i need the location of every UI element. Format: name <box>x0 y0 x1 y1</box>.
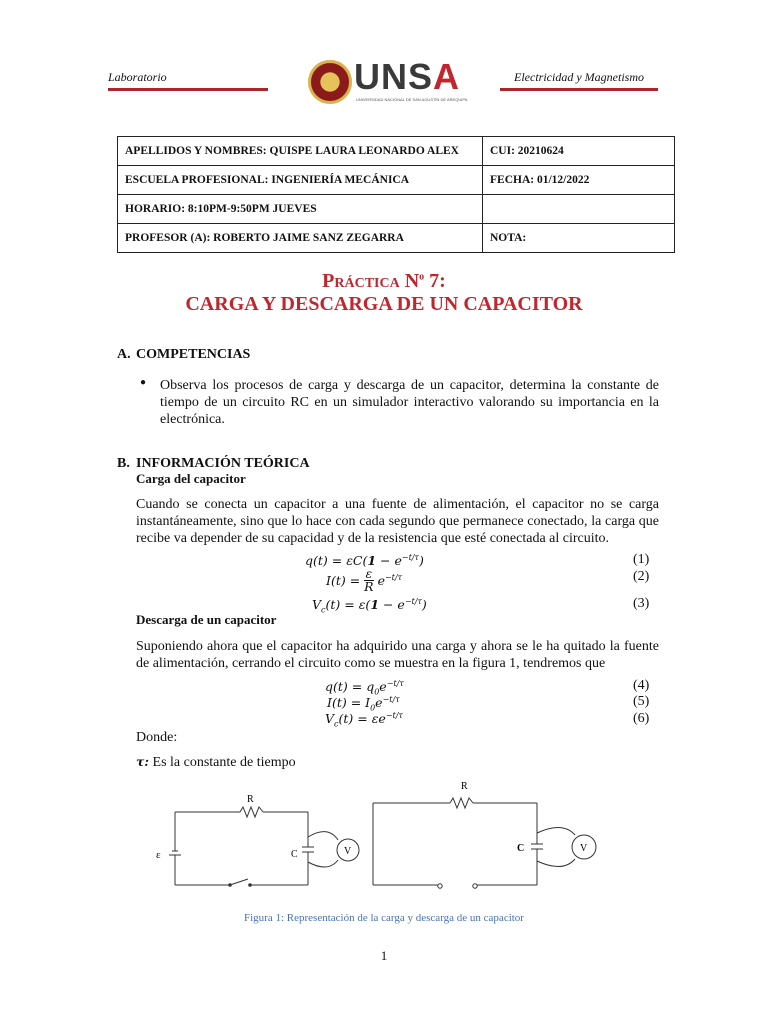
tau-text: Es la constante de tiempo <box>149 755 296 770</box>
student-info-table <box>117 136 675 253</box>
label-C-left: C <box>291 849 298 860</box>
equation-6-number: (6) <box>633 711 650 726</box>
title-n-sup: o <box>419 271 425 283</box>
header-right-text: Electricidad y Magnetismo <box>514 70 644 84</box>
carga-paragraph: Cuando se conecta un capacitor a una fuente de alimentación, el capacitor no se carga instantáneamente, sino que lo hace con cada segundo que permanece conectado, la carga que recibe va depender de su capacidad y de la resistencia que esté conectada al circuito. <box>136 497 659 546</box>
equation-6: $V_c(t) = \varepsilon e^{-t/\tau}$ <box>325 711 403 729</box>
section-b-letter: B. <box>117 456 130 471</box>
practice-subtitle: CARGA Y DESCARGA DE UN CAPACITOR <box>185 293 583 315</box>
bullet-dot-icon: ● <box>140 377 147 388</box>
title-p: P <box>322 270 335 292</box>
label-R-left: R <box>247 794 254 805</box>
label-C-right: C <box>517 843 525 854</box>
university-logo <box>308 56 468 110</box>
label-eps-left: ε <box>156 849 161 861</box>
charging-circuit-diagram <box>150 785 370 895</box>
discharging-circuit-diagram <box>365 775 615 895</box>
section-a-heading: COMPETENCIAS <box>136 347 251 362</box>
equation-4-number: (4) <box>633 678 650 693</box>
table-cell-schedule: HORARIO: 8:10PM-9:50PM JUEVES <box>118 195 483 224</box>
equation-2: I(t) = $\frac{\varepsilon}{R}$ $e^{-t/\tau}$ <box>326 566 403 594</box>
table-row <box>118 166 675 195</box>
title-practica-rest: RÁCTICA <box>334 276 400 291</box>
title-number: 7: <box>424 270 446 292</box>
table-row <box>118 137 675 166</box>
page-number: 1 <box>380 948 388 963</box>
equation-3-number: (3) <box>633 596 650 611</box>
tau-definition <box>136 753 296 771</box>
header-right-rule <box>500 88 658 91</box>
practice-title <box>0 270 768 293</box>
equation-4: $q(t) = q_0e^{-t/\tau}$ <box>325 679 404 697</box>
equation-3: $V_c(t) = \varepsilon(1 - e^{-t/\tau})$ <box>312 597 427 615</box>
tau-symbol: τ: <box>136 754 150 769</box>
table-cell-school: ESCUELA PROFESIONAL: INGENIERÍA MECÁNICA <box>118 166 483 195</box>
header-left <box>108 70 268 91</box>
table-row <box>118 224 675 253</box>
competencias-text: Observa los procesos de carga y descarga de un capacitor, determina la constante de tiempo de un circuito RC en un simulador interactivo valorando su importancia en la electrónica. <box>160 378 659 427</box>
university-seal-icon <box>308 60 352 104</box>
label-V-right: V <box>580 843 588 854</box>
header-left-rule <box>108 88 268 91</box>
logo-text: UNSA <box>354 56 461 97</box>
label-V-left: V <box>344 846 352 857</box>
header-left-text: Laboratorio <box>108 70 167 84</box>
equation-1-number: (1) <box>633 552 650 567</box>
section-a-letter: A. <box>117 347 131 362</box>
donde-label: Donde: <box>136 730 178 745</box>
logo-subtext: UNIVERSIDAD NACIONAL DE SAN AGUSTÍN DE AREQUIPA <box>356 97 468 102</box>
label-R-right: R <box>461 781 468 792</box>
section-b-heading: INFORMACIÓN TEÓRICA <box>136 456 310 471</box>
equation-1: $q(t) = \varepsilon C(1 - e^{-t/\tau})$ <box>305 553 424 569</box>
table-cell-empty <box>483 195 675 224</box>
table-cell-date: FECHA: 01/12/2022 <box>483 166 675 195</box>
equation-5-number: (5) <box>633 694 650 709</box>
header-right <box>500 70 658 91</box>
table-cell-grade: NOTA: <box>483 224 675 253</box>
subheading-descarga: Descarga de un capacitor <box>136 612 277 627</box>
title-n: N <box>404 270 420 292</box>
equation-2-number: (2) <box>633 569 650 584</box>
table-cell-cui: CUI: 20210624 <box>483 137 675 166</box>
table-cell-names: APELLIDOS Y NOMBRES: QUISPE LAURA LEONARDO ALEX <box>118 137 483 166</box>
table-cell-professor: PROFESOR (A): ROBERTO JAIME SANZ ZEGARRA <box>118 224 483 253</box>
equation-5: $I(t) = I_0e^{-t/\tau}$ <box>327 695 400 713</box>
table-row <box>118 195 675 224</box>
subheading-carga: Carga del capacitor <box>136 471 246 486</box>
figure-caption: Figura 1: Representación de la carga y descarga de un capacitor <box>244 912 524 924</box>
descarga-paragraph: Suponiendo ahora que el capacitor ha adquirido una carga y ahora se le ha quitado la fuente de alimentación, cerrando el circuito como se muestra en la figura 1, tendremos que <box>136 639 659 671</box>
